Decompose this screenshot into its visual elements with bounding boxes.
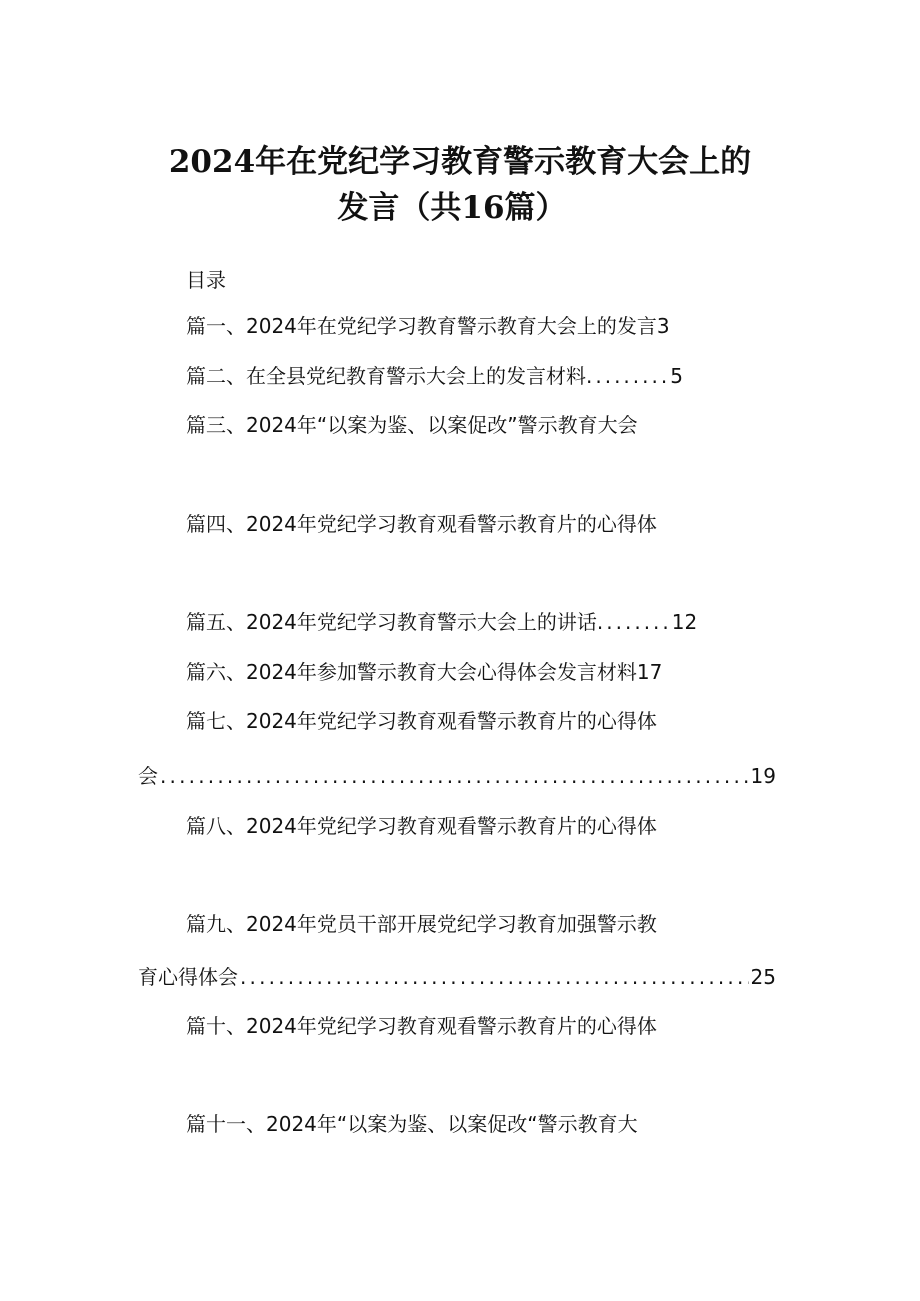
toc-entry-11[interactable] xyxy=(186,1112,638,1136)
toc-entry-1[interactable] xyxy=(186,314,670,338)
toc-entry-label: 篇三、2024年“以案为鉴、以案促改”警示教育大会 xyxy=(186,413,638,437)
toc-entry-continuation: 育心得体会 xyxy=(138,965,238,989)
toc-entry-10[interactable] xyxy=(186,1014,657,1038)
toc-entry-leader: ........ xyxy=(596,610,672,634)
toc-entry-label: 篇八、2024年党纪学习教育观看警示教育片的心得体 xyxy=(186,814,657,838)
toc-heading: 目录 xyxy=(186,268,226,292)
toc-entry-9[interactable] xyxy=(186,912,657,936)
toc-entry-page: 19 xyxy=(750,764,776,788)
toc-entry-label: 篇十、2024年党纪学习教育观看警示教育片的心得体 xyxy=(186,1014,657,1038)
toc-entry-label: 篇四、2024年党纪学习教育观看警示教育片的心得体 xyxy=(186,512,657,536)
toc-entry-page: 25 xyxy=(750,965,776,989)
toc-entry-8[interactable] xyxy=(186,814,657,838)
toc-entry-label: 篇五、2024年党纪学习教育警示大会上的讲话 xyxy=(186,610,597,634)
toc-entry-7-continuation[interactable] xyxy=(138,764,776,788)
toc-entry-3[interactable] xyxy=(186,413,638,437)
toc-entry-9-continuation[interactable] xyxy=(138,965,776,989)
toc-entry-page: 17 xyxy=(636,660,663,684)
document-title-line-1: 2024年在党纪学习教育警示教育大会上的 xyxy=(168,144,752,180)
toc-entry-4[interactable] xyxy=(186,512,657,536)
toc-entry-leader: ......... xyxy=(586,364,671,388)
toc-entry-6[interactable] xyxy=(186,660,662,684)
toc-entry-7[interactable] xyxy=(186,709,657,733)
toc-entry-2[interactable] xyxy=(186,364,683,388)
document-title-line-2: 发言（共16篇） xyxy=(337,190,567,226)
toc-entry-page: 5 xyxy=(670,364,683,388)
toc-entry-leader xyxy=(240,965,749,989)
toc-entry-leader xyxy=(160,764,749,788)
toc-entry-label: 篇七、2024年党纪学习教育观看警示教育片的心得体 xyxy=(186,709,657,733)
toc-entry-continuation: 会 xyxy=(138,764,158,788)
toc-entry-page: 3 xyxy=(656,314,670,338)
toc-entry-label: 篇一、2024年在党纪学习教育警示教育大会上的发言 xyxy=(186,314,657,338)
toc-entry-label: 篇九、2024年党员干部开展党纪学习教育加强警示教 xyxy=(186,912,657,936)
toc-entry-page: 12 xyxy=(671,610,698,634)
toc-entry-label: 篇十一、2024年“以案为鉴、以案促改“警示教育大 xyxy=(186,1112,638,1136)
toc-entry-label: 篇二、在全县党纪教育警示大会上的发言材料 xyxy=(186,364,586,388)
toc-entry-5[interactable] xyxy=(186,610,697,634)
toc-entry-label: 篇六、2024年参加警示教育大会心得体会发言材料 xyxy=(186,660,637,684)
